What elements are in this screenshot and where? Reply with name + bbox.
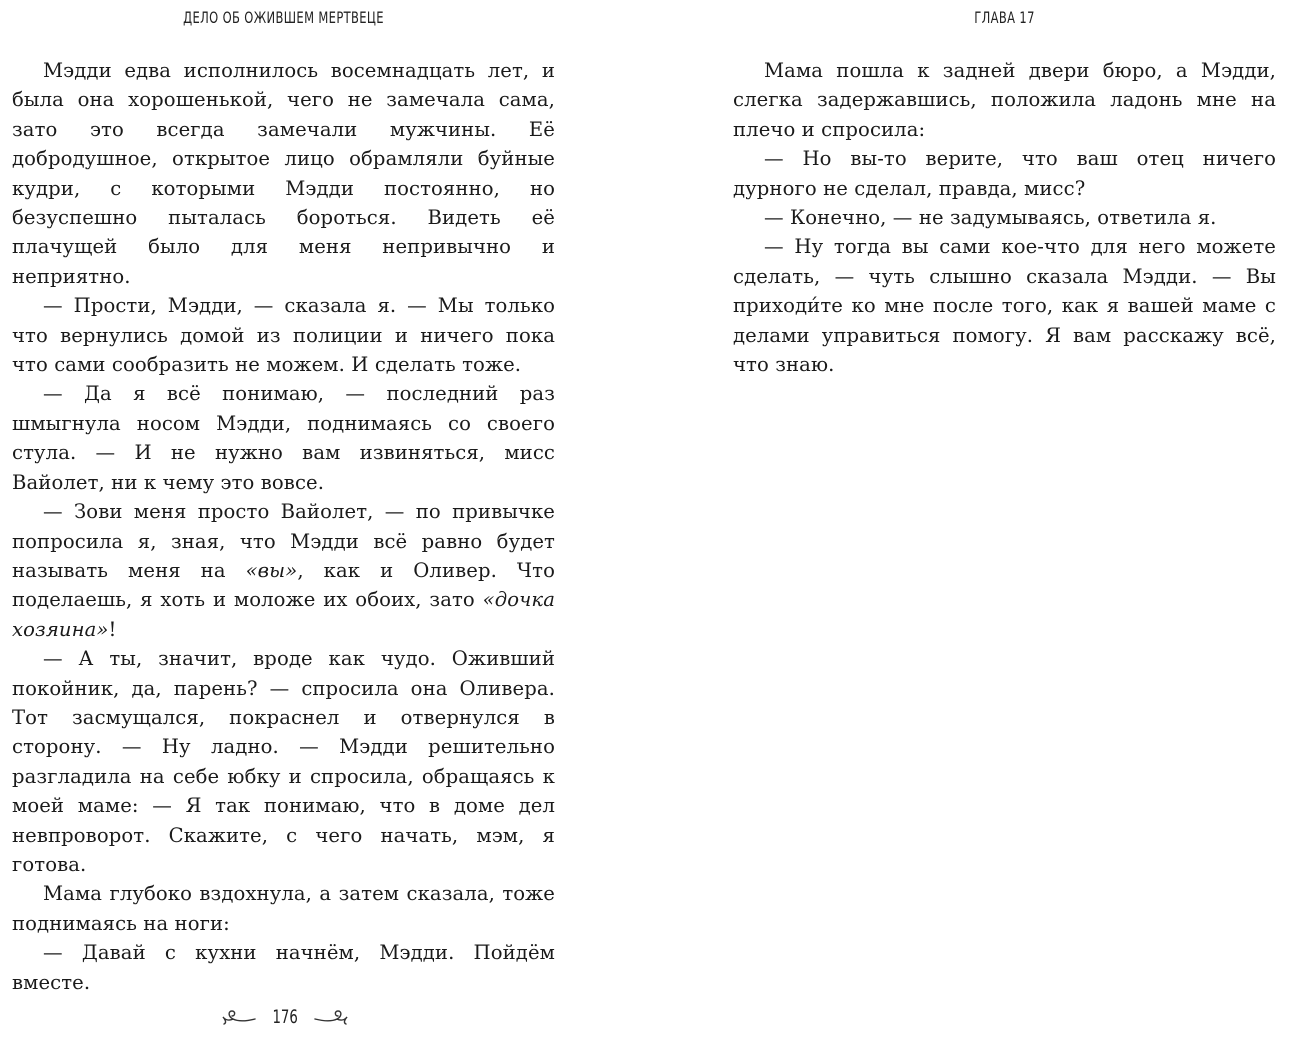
paragraph: — А ты, значит, вроде как чудо. Оживший покойник, да, парень? — спросила она Оливера. Тот засмущался, покраснел и отвернулся в сторону. — Ну ладно. — Мэдди решительно разгладила на себе юбку и спросила, обращаясь к моей маме: — Я так понимаю, что в доме дел невпроворот. Скажите, с чего начать, мэм, я готова. [12, 647, 555, 876]
paragraph: — Но вы-то верите, что ваш отец ничего дурного не сделал, правда, мисс? [733, 147, 1276, 200]
flourish-icon [313, 1007, 349, 1027]
left-body-text [12, 56, 555, 997]
page-number: 176 [272, 1006, 298, 1028]
flourish-icon [221, 1007, 257, 1027]
running-head-right: ГЛАВА 17 [974, 8, 1035, 27]
paragraph: — Давай с кухни начнём, Мэдди. Пойдём вместе. [12, 941, 555, 994]
paragraph: Мэдди едва исполнилось восемнадцать лет, и была она хорошенькой, чего не замечала сама, зато это всегда замечали мужчины. Её добродушное, открытое лицо обрамляли буйные кудри, с которыми Мэдди постоянно, но безуспешно пыталась бороться. Видеть её плачущей было для меня непривычно и неприятно. [12, 59, 555, 288]
page-footer [215, 1000, 355, 1034]
paragraph: — Зови меня просто Вайолет, — по привычке попросила я, зная, что Мэдди всё равно будет называть меня на «вы», как и Оливер. Что поделаешь, я хоть и моложе их обоих, зато «дочка хозяина»! [12, 500, 555, 641]
paragraph: — Прости, Мэдди, — сказала я. — Мы только что вернулись домой из полиции и ничего пока что сами сообразить не можем. И сделать тоже. [12, 294, 555, 377]
paragraph: Мама пошла к задней двери бюро, а Мэдди, слегка задержавшись, положила ладонь мне на плечо и спросила: [733, 59, 1276, 141]
paragraph: — Да я всё понимаю, — последний раз шмыгнула носом Мэдди, поднимаясь со своего стула. — И не нужно вам извиняться, мисс Вайолет, ни к чему это вовсе. [12, 382, 555, 494]
right-body-text [733, 56, 1276, 379]
paragraph: — Ну тогда вы сами кое-что для него можете сделать, — чуть слышно сказала Мэдди. — Вы приходи́те ко мне после того, как я вашей маме с делами управиться помогу. Я вам расскажу всё, что знаю. [733, 235, 1276, 377]
running-head-left: ДЕЛО ОБ ОЖИВШЕМ МЕРТВЕЦЕ [183, 8, 384, 27]
paragraph: — Конечно, — не задумываясь, ответила я. [764, 206, 1217, 230]
paragraph: Мама глубоко вздохнула, а затем сказала, тоже поднимаясь на ноги: [12, 882, 555, 935]
italic-phrase: «вы» [245, 558, 298, 582]
italic-phrase: «дочка хозяина» [12, 588, 555, 641]
